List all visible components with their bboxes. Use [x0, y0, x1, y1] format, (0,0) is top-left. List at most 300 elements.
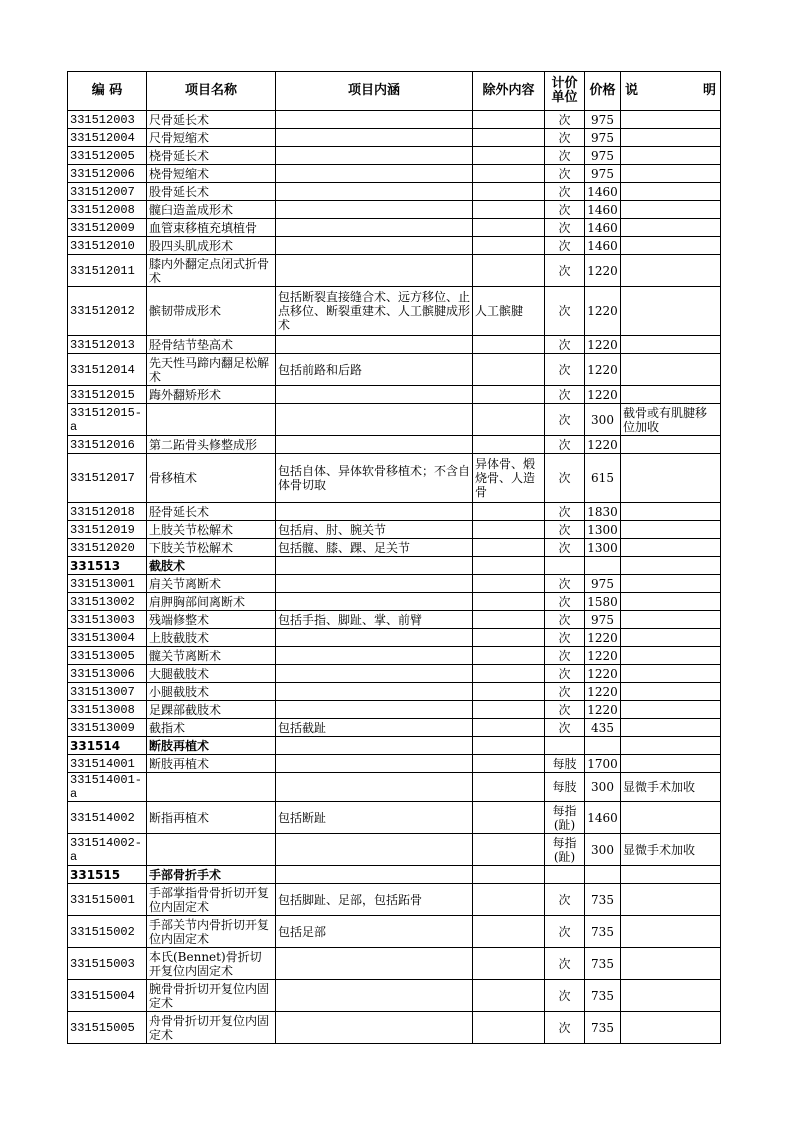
unit-cell: 次	[545, 354, 585, 386]
table-row	[68, 521, 721, 539]
price-cell: 735	[585, 1012, 621, 1044]
code-cell: 331513006	[68, 665, 147, 683]
price-cell: 1300	[585, 539, 621, 557]
exclusion-cell	[473, 834, 545, 866]
price-cell: 1460	[585, 237, 621, 255]
price-cell: 975	[585, 129, 621, 147]
note-cell	[621, 629, 721, 647]
header-note	[621, 72, 721, 111]
name-cell: 舟骨骨折切开复位内固定术	[147, 1012, 276, 1044]
content-cell	[276, 336, 473, 354]
name-cell: 胫骨延长术	[147, 503, 276, 521]
unit-cell: 次	[545, 129, 585, 147]
code-cell: 331512013	[68, 336, 147, 354]
unit-cell: 次	[545, 147, 585, 165]
unit-cell: 次	[545, 629, 585, 647]
table-row	[68, 436, 721, 454]
note-cell	[621, 737, 721, 755]
price-cell: 1460	[585, 219, 621, 237]
table-row	[68, 503, 721, 521]
code-cell: 331513	[68, 557, 147, 575]
code-cell: 331512015-a	[68, 404, 147, 436]
price-cell: 1220	[585, 436, 621, 454]
name-cell: 腕骨骨折切开复位内固定术	[147, 980, 276, 1012]
section-row	[68, 737, 721, 755]
code-cell: 331512017	[68, 454, 147, 503]
table-row	[68, 575, 721, 593]
unit-cell	[545, 737, 585, 755]
name-cell: 上肢关节松解术	[147, 521, 276, 539]
exclusion-cell	[473, 503, 545, 521]
note-cell	[621, 980, 721, 1012]
unit-cell: 次	[545, 701, 585, 719]
content-cell	[276, 165, 473, 183]
name-cell: 股骨延长术	[147, 183, 276, 201]
content-cell: 包括自体、异体软骨移植术；不含自体骨切取	[276, 454, 473, 503]
exclusion-cell: 人工髌腱	[473, 287, 545, 336]
unit-cell: 次	[545, 683, 585, 701]
exclusion-cell	[473, 737, 545, 755]
code-cell: 331514002-a	[68, 834, 147, 866]
unit-cell: 次	[545, 386, 585, 404]
unit-cell: 次	[545, 593, 585, 611]
exclusion-cell	[473, 201, 545, 219]
content-cell	[276, 575, 473, 593]
exclusion-cell	[473, 647, 545, 665]
name-cell: 胫骨结节垫高术	[147, 336, 276, 354]
code-cell: 331513009	[68, 719, 147, 737]
note-cell	[621, 201, 721, 219]
code-cell: 331512016	[68, 436, 147, 454]
note-cell	[621, 336, 721, 354]
content-cell	[276, 1012, 473, 1044]
content-cell: 包括肩、肘、腕关节	[276, 521, 473, 539]
content-cell	[276, 755, 473, 773]
name-cell: 手部掌指骨骨折切开复位内固定术	[147, 884, 276, 916]
header-note-right: 明	[702, 83, 716, 98]
name-cell: 手部骨折手术	[147, 866, 276, 884]
unit-cell: 次	[545, 336, 585, 354]
exclusion-cell	[473, 866, 545, 884]
code-cell: 331512015	[68, 386, 147, 404]
code-cell: 331512006	[68, 165, 147, 183]
note-cell	[621, 219, 721, 237]
content-cell	[276, 701, 473, 719]
unit-cell: 次	[545, 404, 585, 436]
unit-cell: 次	[545, 916, 585, 948]
exclusion-cell	[473, 129, 545, 147]
exclusion-cell	[473, 557, 545, 575]
content-cell	[276, 201, 473, 219]
name-cell: 大腿截肢术	[147, 665, 276, 683]
table-row	[68, 884, 721, 916]
table-row	[68, 647, 721, 665]
price-cell	[585, 866, 621, 884]
price-cell: 975	[585, 575, 621, 593]
name-cell: 手部关节内骨折切开复位内固定术	[147, 916, 276, 948]
exclusion-cell	[473, 183, 545, 201]
unit-cell: 次	[545, 611, 585, 629]
table-row	[68, 916, 721, 948]
code-cell: 331515004	[68, 980, 147, 1012]
name-cell	[147, 404, 276, 436]
table-row	[68, 611, 721, 629]
price-cell: 1460	[585, 802, 621, 834]
content-cell	[276, 773, 473, 802]
content-cell	[276, 980, 473, 1012]
section-row	[68, 866, 721, 884]
header-exclusion: 除外内容	[473, 72, 545, 111]
price-cell: 975	[585, 147, 621, 165]
price-cell: 300	[585, 773, 621, 802]
code-cell: 331512007	[68, 183, 147, 201]
price-cell: 1830	[585, 503, 621, 521]
name-cell: 截指术	[147, 719, 276, 737]
unit-cell: 次	[545, 948, 585, 980]
table-body	[68, 72, 721, 1044]
content-cell	[276, 147, 473, 165]
note-cell	[621, 611, 721, 629]
table-row	[68, 237, 721, 255]
code-cell: 331513004	[68, 629, 147, 647]
price-cell: 300	[585, 404, 621, 436]
code-cell: 331512010	[68, 237, 147, 255]
note-cell	[621, 1012, 721, 1044]
content-cell: 包括截趾	[276, 719, 473, 737]
name-cell: 血管束移植充填植骨	[147, 219, 276, 237]
price-cell: 735	[585, 916, 621, 948]
price-cell: 1220	[585, 701, 621, 719]
price-cell: 1300	[585, 521, 621, 539]
table-row	[68, 129, 721, 147]
content-cell	[276, 503, 473, 521]
code-cell: 331514002	[68, 802, 147, 834]
name-cell: 本氏(Bennet)骨折切开复位内固定术	[147, 948, 276, 980]
unit-cell: 每肢	[545, 755, 585, 773]
note-cell	[621, 183, 721, 201]
table-row	[68, 948, 721, 980]
price-cell: 1460	[585, 201, 621, 219]
price-cell: 435	[585, 719, 621, 737]
name-cell: 髌韧带成形术	[147, 287, 276, 336]
exclusion-cell	[473, 719, 545, 737]
price-cell: 735	[585, 948, 621, 980]
fee-schedule-table	[67, 71, 721, 1044]
table-row	[68, 111, 721, 129]
name-cell: 尺骨延长术	[147, 111, 276, 129]
unit-cell: 次	[545, 503, 585, 521]
unit-cell: 每指(趾)	[545, 834, 585, 866]
table-row	[68, 219, 721, 237]
table-row	[68, 255, 721, 287]
note-cell	[621, 701, 721, 719]
table-row	[68, 386, 721, 404]
code-cell: 331512020	[68, 539, 147, 557]
name-cell: 下肢关节松解术	[147, 539, 276, 557]
exclusion-cell	[473, 111, 545, 129]
exclusion-cell	[473, 773, 545, 802]
exclusion-cell	[473, 255, 545, 287]
name-cell: 断肢再植术	[147, 737, 276, 755]
table-row	[68, 665, 721, 683]
unit-cell: 次	[545, 165, 585, 183]
content-cell	[276, 111, 473, 129]
price-cell: 735	[585, 980, 621, 1012]
content-cell	[276, 629, 473, 647]
table-row	[68, 336, 721, 354]
content-cell	[276, 683, 473, 701]
table-row	[68, 287, 721, 336]
unit-cell: 次	[545, 287, 585, 336]
unit-cell	[545, 557, 585, 575]
unit-cell: 次	[545, 436, 585, 454]
note-cell	[621, 802, 721, 834]
note-cell	[621, 129, 721, 147]
exclusion-cell	[473, 611, 545, 629]
exclusion-cell	[473, 701, 545, 719]
content-cell	[276, 183, 473, 201]
table-row	[68, 834, 721, 866]
exclusion-cell	[473, 521, 545, 539]
unit-cell: 次	[545, 183, 585, 201]
code-cell: 331515002	[68, 916, 147, 948]
unit-cell: 次	[545, 665, 585, 683]
code-cell: 331513008	[68, 701, 147, 719]
name-cell: 断肢再植术	[147, 755, 276, 773]
name-cell: 第二跖骨头修整成形	[147, 436, 276, 454]
exclusion-cell	[473, 884, 545, 916]
note-cell	[621, 948, 721, 980]
unit-cell: 次	[545, 111, 585, 129]
price-cell: 1220	[585, 386, 621, 404]
note-cell	[621, 916, 721, 948]
note-cell	[621, 436, 721, 454]
note-cell	[621, 719, 721, 737]
name-cell: 残端修整术	[147, 611, 276, 629]
exclusion-cell	[473, 1012, 545, 1044]
name-cell: 桡骨延长术	[147, 147, 276, 165]
code-cell: 331513005	[68, 647, 147, 665]
unit-cell: 次	[545, 237, 585, 255]
code-cell: 331512009	[68, 219, 147, 237]
content-cell: 包括髋、膝、踝、足关节	[276, 539, 473, 557]
code-cell: 331513007	[68, 683, 147, 701]
content-cell	[276, 948, 473, 980]
exclusion-cell	[473, 165, 545, 183]
table-row	[68, 201, 721, 219]
exclusion-cell	[473, 237, 545, 255]
name-cell: 膝内外翻定点闭式折骨术	[147, 255, 276, 287]
note-cell	[621, 287, 721, 336]
unit-cell: 次	[545, 201, 585, 219]
exclusion-cell	[473, 802, 545, 834]
content-cell	[276, 237, 473, 255]
name-cell: 踇外翻矫形术	[147, 386, 276, 404]
content-cell	[276, 386, 473, 404]
exclusion-cell	[473, 665, 545, 683]
name-cell	[147, 834, 276, 866]
header-name: 项目名称	[147, 72, 276, 111]
code-cell: 331512003	[68, 111, 147, 129]
content-cell: 包括手指、脚趾、掌、前臂	[276, 611, 473, 629]
content-cell	[276, 866, 473, 884]
price-cell: 1220	[585, 336, 621, 354]
unit-cell: 每肢	[545, 773, 585, 802]
note-cell	[621, 575, 721, 593]
unit-cell: 次	[545, 647, 585, 665]
note-cell	[621, 237, 721, 255]
note-cell	[621, 255, 721, 287]
header-price: 价格	[585, 72, 621, 111]
name-cell: 肩胛胸部间离断术	[147, 593, 276, 611]
name-cell: 上肢截肢术	[147, 629, 276, 647]
exclusion-cell	[473, 575, 545, 593]
exclusion-cell	[473, 386, 545, 404]
code-cell: 331512004	[68, 129, 147, 147]
table-row	[68, 683, 721, 701]
content-cell	[276, 665, 473, 683]
price-cell: 975	[585, 611, 621, 629]
unit-cell	[545, 866, 585, 884]
content-cell	[276, 557, 473, 575]
table-row	[68, 404, 721, 436]
name-cell: 截肢术	[147, 557, 276, 575]
content-cell	[276, 593, 473, 611]
content-cell: 包括脚趾、足部，包括跖骨	[276, 884, 473, 916]
price-cell: 1460	[585, 183, 621, 201]
content-cell	[276, 404, 473, 436]
unit-cell: 次	[545, 1012, 585, 1044]
header-code: 编 码	[68, 72, 147, 111]
table-row	[68, 539, 721, 557]
name-cell: 小腿截肢术	[147, 683, 276, 701]
code-cell: 331513001	[68, 575, 147, 593]
note-cell	[621, 386, 721, 404]
price-cell: 1220	[585, 629, 621, 647]
note-cell: 显微手术加收	[621, 773, 721, 802]
price-cell: 975	[585, 165, 621, 183]
content-cell: 包括足部	[276, 916, 473, 948]
note-cell	[621, 111, 721, 129]
note-cell	[621, 147, 721, 165]
code-cell: 331513003	[68, 611, 147, 629]
table-row	[68, 593, 721, 611]
price-cell: 1220	[585, 665, 621, 683]
note-cell	[621, 683, 721, 701]
unit-cell: 次	[545, 539, 585, 557]
code-cell: 331514	[68, 737, 147, 755]
note-cell	[621, 755, 721, 773]
name-cell: 骨移植术	[147, 454, 276, 503]
price-cell: 735	[585, 884, 621, 916]
table-row	[68, 354, 721, 386]
content-cell	[276, 737, 473, 755]
content-cell	[276, 436, 473, 454]
name-cell: 桡骨短缩术	[147, 165, 276, 183]
content-cell: 包括断裂直接缝合术、远方移位、止点移位、断裂重建术、人工髌腱成形术	[276, 287, 473, 336]
price-cell: 615	[585, 454, 621, 503]
exclusion-cell: 异体骨、煅烧骨、人造骨	[473, 454, 545, 503]
name-cell: 髋关节离断术	[147, 647, 276, 665]
exclusion-cell	[473, 354, 545, 386]
table-row	[68, 629, 721, 647]
exclusion-cell	[473, 948, 545, 980]
table-row	[68, 773, 721, 802]
exclusion-cell	[473, 219, 545, 237]
exclusion-cell	[473, 593, 545, 611]
section-row	[68, 557, 721, 575]
note-cell	[621, 866, 721, 884]
content-cell	[276, 219, 473, 237]
price-cell	[585, 737, 621, 755]
table-row	[68, 147, 721, 165]
code-cell: 331512008	[68, 201, 147, 219]
note-cell	[621, 165, 721, 183]
price-cell: 975	[585, 111, 621, 129]
exclusion-cell	[473, 436, 545, 454]
note-cell	[621, 503, 721, 521]
table-row	[68, 755, 721, 773]
code-cell: 331512012	[68, 287, 147, 336]
name-cell: 足踝部截肢术	[147, 701, 276, 719]
content-cell: 包括断趾	[276, 802, 473, 834]
exclusion-cell	[473, 539, 545, 557]
header-row	[68, 72, 721, 111]
unit-cell: 次	[545, 521, 585, 539]
content-cell	[276, 255, 473, 287]
code-cell: 331512005	[68, 147, 147, 165]
unit-cell: 次	[545, 575, 585, 593]
header-content: 项目内涵	[276, 72, 473, 111]
price-cell: 1220	[585, 255, 621, 287]
price-cell: 1700	[585, 755, 621, 773]
name-cell: 先天性马蹄内翻足松解术	[147, 354, 276, 386]
price-cell: 1220	[585, 647, 621, 665]
price-cell: 1220	[585, 354, 621, 386]
code-cell: 331515005	[68, 1012, 147, 1044]
header-unit: 计价单位	[545, 72, 585, 111]
content-cell	[276, 129, 473, 147]
price-cell: 1220	[585, 683, 621, 701]
note-cell	[621, 665, 721, 683]
exclusion-cell	[473, 336, 545, 354]
price-cell	[585, 557, 621, 575]
name-cell: 髋臼造盖成形术	[147, 201, 276, 219]
price-cell: 1220	[585, 287, 621, 336]
name-cell: 断指再植术	[147, 802, 276, 834]
price-cell: 300	[585, 834, 621, 866]
table-row	[68, 1012, 721, 1044]
note-cell	[621, 539, 721, 557]
table-row	[68, 454, 721, 503]
exclusion-cell	[473, 629, 545, 647]
code-cell: 331512018	[68, 503, 147, 521]
note-cell	[621, 521, 721, 539]
unit-cell: 次	[545, 219, 585, 237]
code-cell: 331515001	[68, 884, 147, 916]
exclusion-cell	[473, 755, 545, 773]
note-cell: 截骨或有肌腱移位加收	[621, 404, 721, 436]
exclusion-cell	[473, 404, 545, 436]
table-row	[68, 719, 721, 737]
code-cell: 331512019	[68, 521, 147, 539]
table-row	[68, 802, 721, 834]
code-cell: 331515003	[68, 948, 147, 980]
unit-cell: 次	[545, 980, 585, 1012]
content-cell	[276, 647, 473, 665]
name-cell: 肩关节离断术	[147, 575, 276, 593]
content-cell: 包括前路和后路	[276, 354, 473, 386]
